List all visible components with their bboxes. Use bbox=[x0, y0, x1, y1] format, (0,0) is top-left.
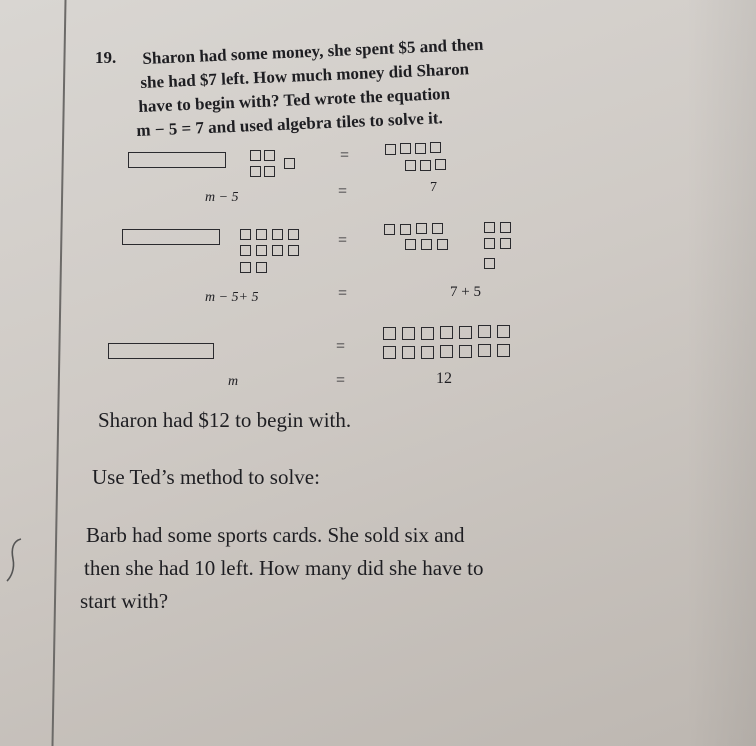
problem-line-3: have to begin with? Ted wrote the equation bbox=[138, 83, 451, 116]
equals-sign: = bbox=[338, 232, 348, 249]
unit-tile bbox=[264, 150, 275, 161]
problem-line-4: m − 5 = 7 and used algebra tiles to solve it. bbox=[136, 108, 444, 140]
unit-tile bbox=[288, 245, 299, 256]
unit-tile bbox=[500, 222, 511, 233]
equals-sign: = bbox=[336, 372, 346, 389]
unit-tile bbox=[264, 166, 275, 177]
m-tile bbox=[108, 343, 214, 359]
unit-tile bbox=[284, 158, 295, 169]
instruction-text: Use Ted’s method to solve: bbox=[92, 465, 320, 489]
unit-tile bbox=[256, 229, 267, 240]
unit-tile bbox=[497, 344, 510, 357]
unit-tile bbox=[402, 327, 415, 340]
problem-number: 19. bbox=[95, 48, 117, 67]
unit-tile bbox=[478, 325, 491, 338]
unit-tile bbox=[240, 245, 251, 256]
equals-sign: = bbox=[336, 338, 346, 355]
problem-line-2: she had $7 left. How much money did Sharon bbox=[140, 59, 470, 92]
margin-line bbox=[51, 0, 66, 746]
row3-left-label: m bbox=[228, 374, 239, 389]
m-tile bbox=[128, 152, 226, 168]
equals-sign: = bbox=[338, 183, 348, 200]
unit-tile bbox=[478, 344, 491, 357]
row1-left-label: m − 5 bbox=[205, 190, 239, 205]
unit-tile bbox=[421, 327, 434, 340]
unit-tile bbox=[497, 325, 510, 338]
problem-line-1: Sharon had some money, she spent $5 and then bbox=[142, 34, 484, 68]
unit-tile bbox=[421, 239, 432, 250]
unit-tile bbox=[416, 223, 427, 234]
unit-tile bbox=[435, 159, 446, 170]
unit-tile bbox=[459, 326, 472, 339]
unit-tile bbox=[440, 345, 453, 358]
equals-sign: = bbox=[340, 147, 350, 164]
page-shadow bbox=[686, 0, 756, 746]
unit-tile bbox=[484, 238, 495, 249]
unit-tile bbox=[484, 222, 495, 233]
m-tile bbox=[122, 229, 220, 245]
unit-tile bbox=[400, 224, 411, 235]
pencil-mark bbox=[5, 535, 25, 585]
unit-tile bbox=[272, 245, 283, 256]
unit-tile bbox=[240, 229, 251, 240]
unit-tile bbox=[400, 143, 411, 154]
question-line-2: then she had 10 left. How many did she have to bbox=[84, 556, 484, 580]
question-line-3: start with? bbox=[80, 589, 169, 613]
unit-tile bbox=[437, 239, 448, 250]
unit-tile bbox=[384, 224, 395, 235]
unit-tile bbox=[500, 238, 511, 249]
unit-tile bbox=[250, 150, 261, 161]
unit-tile bbox=[240, 262, 251, 273]
unit-tile bbox=[420, 160, 431, 171]
unit-tile bbox=[430, 142, 441, 153]
unit-tile bbox=[405, 239, 416, 250]
equals-sign: = bbox=[338, 285, 348, 302]
unit-tile bbox=[272, 229, 283, 240]
unit-tile bbox=[459, 345, 472, 358]
unit-tile bbox=[405, 160, 416, 171]
unit-tile bbox=[288, 229, 299, 240]
unit-tile bbox=[383, 346, 396, 359]
unit-tile bbox=[421, 346, 434, 359]
unit-tile bbox=[256, 245, 267, 256]
row2-right-label: 7 + 5 bbox=[450, 284, 481, 300]
unit-tile bbox=[250, 166, 261, 177]
unit-tile bbox=[484, 258, 495, 269]
row2-left-label: m − 5+ 5 bbox=[205, 290, 259, 305]
unit-tile bbox=[385, 144, 396, 155]
unit-tile bbox=[440, 326, 453, 339]
row3-right-label: 12 bbox=[436, 370, 452, 387]
unit-tile bbox=[256, 262, 267, 273]
unit-tile bbox=[415, 143, 426, 154]
row1-right-label: 7 bbox=[430, 180, 437, 195]
question-line-1: Barb had some sports cards. She sold six and bbox=[86, 523, 465, 547]
unit-tile bbox=[383, 327, 396, 340]
answer-text: Sharon had $12 to begin with. bbox=[98, 408, 352, 432]
unit-tile bbox=[432, 223, 443, 234]
unit-tile bbox=[402, 346, 415, 359]
